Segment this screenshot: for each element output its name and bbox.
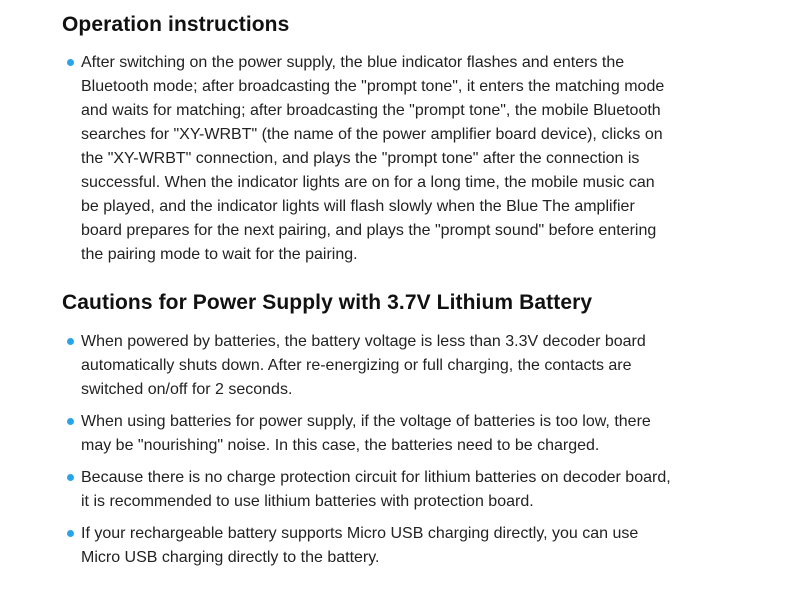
list-item-text-line: and waits for matching; after broadcasting the "prompt tone", the mobile Bluetooth (81, 102, 661, 119)
bullet-dot-icon (67, 338, 74, 345)
bullet-dot-icon (67, 59, 74, 66)
list-item-text-line: Because there is no charge protection circuit for lithium batteries on decoder board, (81, 469, 671, 486)
list-item-text-line: switched on/off for 2 seconds. (81, 381, 293, 398)
list-item (64, 51, 764, 267)
bullet-dot-icon (67, 418, 74, 425)
bullet-dot-icon (67, 474, 74, 481)
list-item-text-line: the "XY-WRBT" connection, and plays the "prompt tone" after the connection is (81, 150, 640, 167)
list-item-text-line: it is recommended to use lithium batteries with protection board. (81, 493, 534, 510)
list-item-text-line: After switching on the power supply, the blue indicator flashes and enters the (81, 54, 625, 71)
list-item-text-line: If your rechargeable battery supports Micro USB charging directly, you can use (81, 525, 639, 542)
list-item-text-line: When using batteries for power supply, if the voltage of batteries is too low, there (81, 413, 651, 430)
list-item-text-line: searches for "XY-WRBT" (the name of the power amplifier board device), clicks on (81, 126, 663, 143)
battery-cautions-list (64, 330, 764, 578)
list-item-text-line: board prepares for the next pairing, and plays the "prompt sound" before entering (81, 222, 657, 239)
list-item (64, 330, 764, 402)
list-item (64, 466, 764, 514)
section-title-battery-cautions: Cautions for Power Supply with 3.7V Lithium Battery (62, 291, 593, 314)
list-item (64, 522, 764, 570)
operation-instructions-list (64, 51, 764, 275)
list-item-text-line: automatically shuts down. After re-energizing or full charging, the contacts are (81, 357, 632, 374)
list-item-text-line: the pairing mode to wait for the pairing. (81, 246, 358, 263)
list-item-text-line: be played, and the indicator lights will flash slowly when the Blue The amplifier (81, 198, 635, 215)
list-item-text-line: When powered by batteries, the battery voltage is less than 3.3V decoder board (81, 333, 646, 350)
list-item-text-line: successful. When the indicator lights are on for a long time, the mobile music can (81, 174, 655, 191)
bullet-dot-icon (67, 530, 74, 537)
section-title-operation-instructions: Operation instructions (62, 13, 290, 36)
list-item-text-line: Bluetooth mode; after broadcasting the "prompt tone", it enters the matching mode (81, 78, 665, 95)
list-item (64, 410, 764, 458)
list-item-text-line: may be "nourishing" noise. In this case, the batteries need to be charged. (81, 437, 600, 454)
list-item-text-line: Micro USB charging directly to the battery. (81, 549, 380, 566)
